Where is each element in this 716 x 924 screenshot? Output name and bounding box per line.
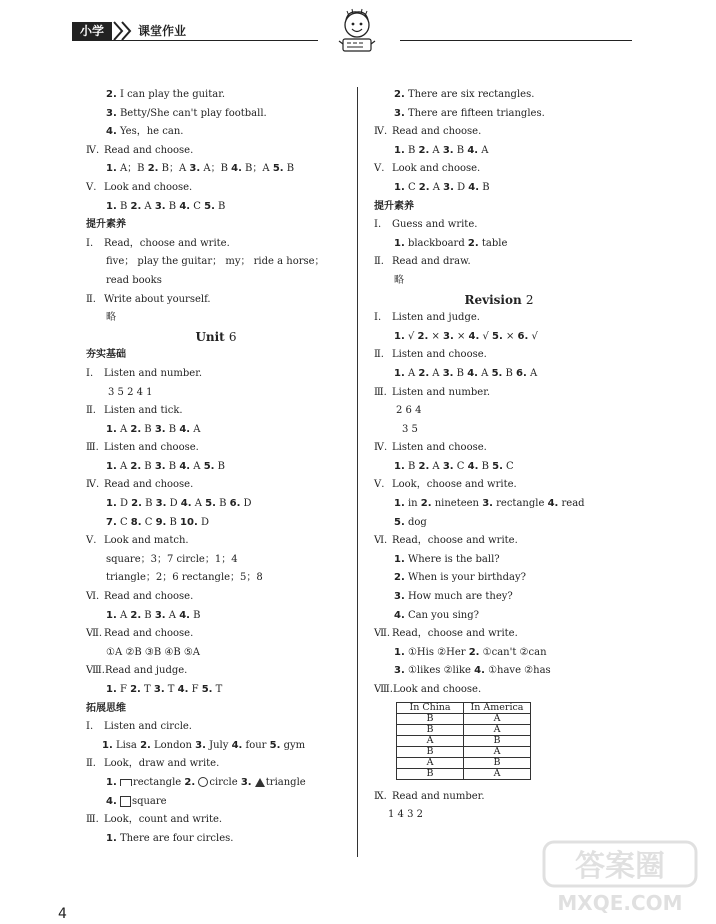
answer-number: 3. (240, 776, 252, 788)
roman-numeral: Ⅵ. (86, 591, 100, 603)
roman-numeral: Ⅴ. (86, 181, 97, 193)
table-row (397, 713, 531, 724)
right-column (374, 86, 624, 825)
answer-line: 1. ①His ②Her 2. ①can't ②can (394, 646, 547, 658)
answer-number: 2. (184, 776, 196, 788)
exercise-heading (86, 291, 346, 310)
roman-numeral: Ⅳ. (374, 126, 388, 138)
table-cell: A (464, 713, 531, 724)
section-heading: 提升素养 (374, 200, 414, 212)
exercise-heading (374, 681, 624, 700)
roman-numeral: Ⅱ. (374, 349, 384, 361)
text-line: 3. There are fifteen triangles. (394, 107, 545, 119)
answer-number: 4. (106, 795, 117, 807)
roman-numeral: Ⅳ. (86, 144, 100, 156)
answer-table (396, 702, 531, 780)
section-heading: 提升素养 (86, 219, 126, 231)
exercise-heading (374, 123, 624, 142)
exercise-instruction: Read and choose. (392, 126, 482, 138)
roman-numeral: Ⅳ. (374, 442, 388, 454)
answer-line: 3. ①likes ②like 4. ①have ②has (394, 665, 551, 677)
unit-title-number: 6 (228, 329, 237, 344)
exercise-instruction: Listen and number. (392, 386, 491, 398)
exercise-heading (86, 365, 346, 384)
answer-line: 1. √ 2. × 3. × 4. √ 5. × 6. √ (394, 330, 538, 342)
answer-line: 5. dog (394, 516, 427, 528)
triangle-icon (255, 778, 265, 787)
unit-title-word: Revision (464, 292, 522, 307)
shape-label: circle (209, 776, 238, 788)
answer-line: 1. B 2. A 3. C 4. B 5. C (394, 460, 514, 472)
roman-numeral: Ⅵ. (374, 535, 388, 547)
roman-numeral: Ⅸ. (374, 790, 387, 802)
text-line: 略 (106, 312, 116, 324)
exercise-instruction: Listen and choose. (392, 349, 487, 361)
answer-line: 1. A 2. B 3. A 4. B (106, 609, 201, 621)
exercise-instruction: Read and judge. (104, 665, 188, 677)
table-cell: B (397, 724, 464, 735)
exercise-instruction: Look and match. (104, 535, 189, 547)
exercise-heading (86, 142, 346, 161)
roman-numeral: Ⅱ. (86, 758, 96, 770)
roman-numeral: Ⅶ. (86, 628, 103, 640)
answer-line (86, 793, 346, 812)
exercise-instruction: Look，choose and write. (392, 479, 517, 491)
circle-icon (198, 777, 208, 787)
table-cell: A (397, 757, 464, 768)
answer-line: 1. A 2. B 3. B 4. A (106, 423, 201, 435)
column-divider (357, 87, 358, 857)
exercise-heading (374, 160, 624, 179)
header-title: 课堂作业 (138, 24, 187, 38)
table-cell: B (397, 713, 464, 724)
answer-line: 1. D 2. B 3. D 4. A 5. B 6. D (106, 498, 252, 510)
exercise-instruction: Guess and write. (392, 219, 478, 231)
exercise-instruction: Look and choose. (392, 684, 482, 695)
roman-numeral: Ⅲ. (86, 814, 99, 826)
shape-label: triangle (265, 776, 306, 788)
roman-numeral: Ⅴ. (86, 535, 97, 547)
shape-label: square (131, 795, 167, 807)
exercise-instruction: Listen and number. (104, 367, 203, 379)
exercise-heading (86, 179, 346, 198)
answer-line: 1. B 2. A 3. B 4. A (394, 144, 489, 156)
exercise-instruction: Read and number. (392, 790, 485, 802)
answer-line: 1. A；B 2. B；A 3. A；B 4. B；A 5. B (106, 163, 295, 175)
exercise-instruction: Look，draw and write. (104, 758, 220, 770)
text-line: 3. How much are they? (394, 591, 513, 603)
exercise-instruction: Read and choose. (104, 591, 194, 603)
header-rule-left (72, 40, 318, 41)
table-cell: A (464, 768, 531, 779)
exercise-heading (374, 216, 624, 235)
exercise-instruction: Look and choose. (392, 163, 481, 175)
table-cell: A (464, 746, 531, 757)
table-cell: B (464, 757, 531, 768)
table-header: In China (397, 702, 464, 713)
exercise-instruction: Read，choose and write. (392, 628, 518, 640)
text-line: 3 5 2 4 1 (108, 386, 153, 398)
section-heading: 拓展思维 (86, 702, 126, 714)
answer-line: 7. C 8. C 9. B 10. D (106, 516, 209, 528)
exercise-instruction: Read，choose and write. (392, 535, 518, 547)
roman-numeral: Ⅰ. (86, 721, 94, 733)
roman-numeral: Ⅴ. (374, 163, 385, 175)
exercise-instruction: Write about yourself. (104, 293, 211, 305)
answer-table-wrap (374, 702, 624, 788)
exercise-instruction: Read and choose. (104, 628, 194, 640)
table-row (397, 735, 531, 746)
roman-numeral: Ⅰ. (86, 367, 94, 379)
text-line: read books (106, 274, 162, 286)
roman-numeral: Ⅰ. (374, 312, 382, 324)
exercise-instruction: Listen and circle. (104, 721, 192, 733)
text-line: 2. There are six rectangles. (394, 89, 535, 100)
exercise-instruction: Listen and choose. (104, 442, 199, 454)
exercise-heading (86, 235, 346, 254)
answer-line: 1. Lisa 2. London 3. July 4. four 5. gym (102, 739, 306, 751)
exercise-heading (86, 588, 346, 607)
table-row (397, 746, 531, 757)
answer-line: 1. C 2. A 3. D 4. B (394, 181, 490, 193)
text-line: square；3；7 circle；1；4 (106, 553, 238, 565)
exercise-heading (86, 476, 346, 495)
exercise-instruction: Read and choose. (104, 479, 194, 491)
exercise-heading (86, 439, 346, 458)
text-line: triangle；2；6 rectangle；5；8 (106, 572, 263, 584)
rectangle-icon (120, 779, 132, 786)
chevron-icon (112, 20, 136, 42)
exercise-heading (374, 439, 624, 458)
exercise-heading (86, 402, 346, 421)
roman-numeral: Ⅳ. (86, 479, 100, 491)
table-row (397, 724, 531, 735)
text-line: 4. Can you sing? (394, 609, 479, 621)
unit-title (86, 328, 346, 347)
exercise-heading (374, 346, 624, 365)
exercise-heading (374, 788, 624, 807)
exercise-instruction: Listen and choose. (392, 442, 487, 454)
answer-line: 1. A 2. B 3. B 4. A 5. B (106, 460, 225, 472)
header-rule-right (400, 40, 632, 41)
roman-numeral: Ⅰ. (374, 219, 382, 231)
roman-numeral: Ⅱ. (374, 256, 384, 268)
table-cell: B (397, 768, 464, 779)
roman-numeral: Ⅱ. (86, 293, 96, 305)
page-number: 4 (58, 906, 67, 922)
answer-line: 1. blackboard 2. table (394, 237, 508, 249)
exercise-heading (374, 476, 624, 495)
exercise-instruction: Read and choose. (104, 144, 194, 156)
roman-numeral: Ⅲ. (374, 386, 387, 398)
text-line: ①A ②B ③B ④B ⑤A (106, 646, 201, 658)
exercise-heading (374, 625, 624, 644)
exercise-instruction: Listen and judge. (392, 312, 480, 324)
left-column (86, 86, 346, 848)
exercise-heading (86, 811, 346, 830)
roman-numeral: Ⅷ. (86, 665, 105, 677)
roman-numeral: Ⅴ. (374, 479, 385, 491)
text-line: 1. Where is the ball? (394, 553, 500, 565)
answer-line: 1. in 2. nineteen 3. rectangle 4. read (394, 498, 585, 510)
exercise-heading (86, 755, 346, 774)
exercise-instruction: Read and draw. (392, 256, 471, 268)
exercise-instruction: Look and choose. (104, 181, 193, 193)
text-line: 4. Yes，he can. (106, 126, 184, 138)
roman-numeral: Ⅰ. (86, 237, 94, 249)
exercise-heading (86, 532, 346, 551)
answer-line: 1. A 2. A 3. B 4. A 5. B 6. A (394, 367, 538, 379)
text-line: 1 4 3 2 (388, 809, 423, 821)
exercise-heading (86, 718, 346, 737)
table-row (397, 757, 531, 768)
unit-title-number: 2 (525, 292, 534, 307)
exercise-instruction: Listen and tick. (104, 405, 183, 417)
exercise-heading (374, 532, 624, 551)
exercise-instruction: Look，count and write. (104, 814, 223, 826)
table-cell: B (464, 735, 531, 746)
table-cell: A (397, 735, 464, 746)
shape-label: rectangle (132, 776, 182, 788)
exercise-instruction: Read，choose and write. (104, 237, 230, 249)
roman-numeral: Ⅱ. (86, 405, 96, 417)
exercise-heading (86, 662, 346, 681)
mascot-logo-icon (334, 8, 380, 58)
text-line: 2 6 4 (396, 405, 422, 417)
text-line: 3. Betty/She can't play football. (106, 107, 267, 119)
section-heading: 夯实基础 (86, 349, 126, 361)
answer-line: 1. B 2. A 3. B 4. C 5. B (106, 200, 226, 212)
table-header: In America (464, 702, 531, 713)
table-row (397, 768, 531, 779)
exercise-heading (86, 625, 346, 644)
exercise-heading (374, 309, 624, 328)
svg-text:MXQE.COM: MXQE.COM (557, 891, 683, 915)
text-line: 3 5 (402, 423, 418, 435)
answer-line (86, 774, 346, 793)
svg-text:答案圈: 答案圈 (575, 849, 665, 884)
answer-line: 1. F 2. T 3. T 4. F 5. T (106, 684, 223, 695)
square-icon (120, 796, 131, 807)
roman-numeral: Ⅶ. (374, 628, 391, 640)
text-line: 2. When is your birthday? (394, 572, 526, 584)
text-line: 1. There are four circles. (106, 832, 234, 844)
unit-title (374, 291, 624, 310)
watermark-logo (540, 838, 700, 918)
table-cell: A (464, 724, 531, 735)
header-tab: 小学 (72, 22, 112, 40)
table-cell: B (397, 746, 464, 757)
text-line: five； play the guitar； my； ride a horse； (106, 256, 325, 268)
text-line: 2. I can play the guitar. (106, 89, 226, 100)
roman-numeral: Ⅷ. (374, 684, 393, 695)
exercise-heading (374, 384, 624, 403)
answer-number: 1. (106, 776, 117, 788)
roman-numeral: Ⅲ. (86, 442, 99, 454)
text-line: 略 (394, 274, 404, 286)
unit-title-word: Unit (195, 329, 225, 344)
exercise-heading (374, 253, 624, 272)
